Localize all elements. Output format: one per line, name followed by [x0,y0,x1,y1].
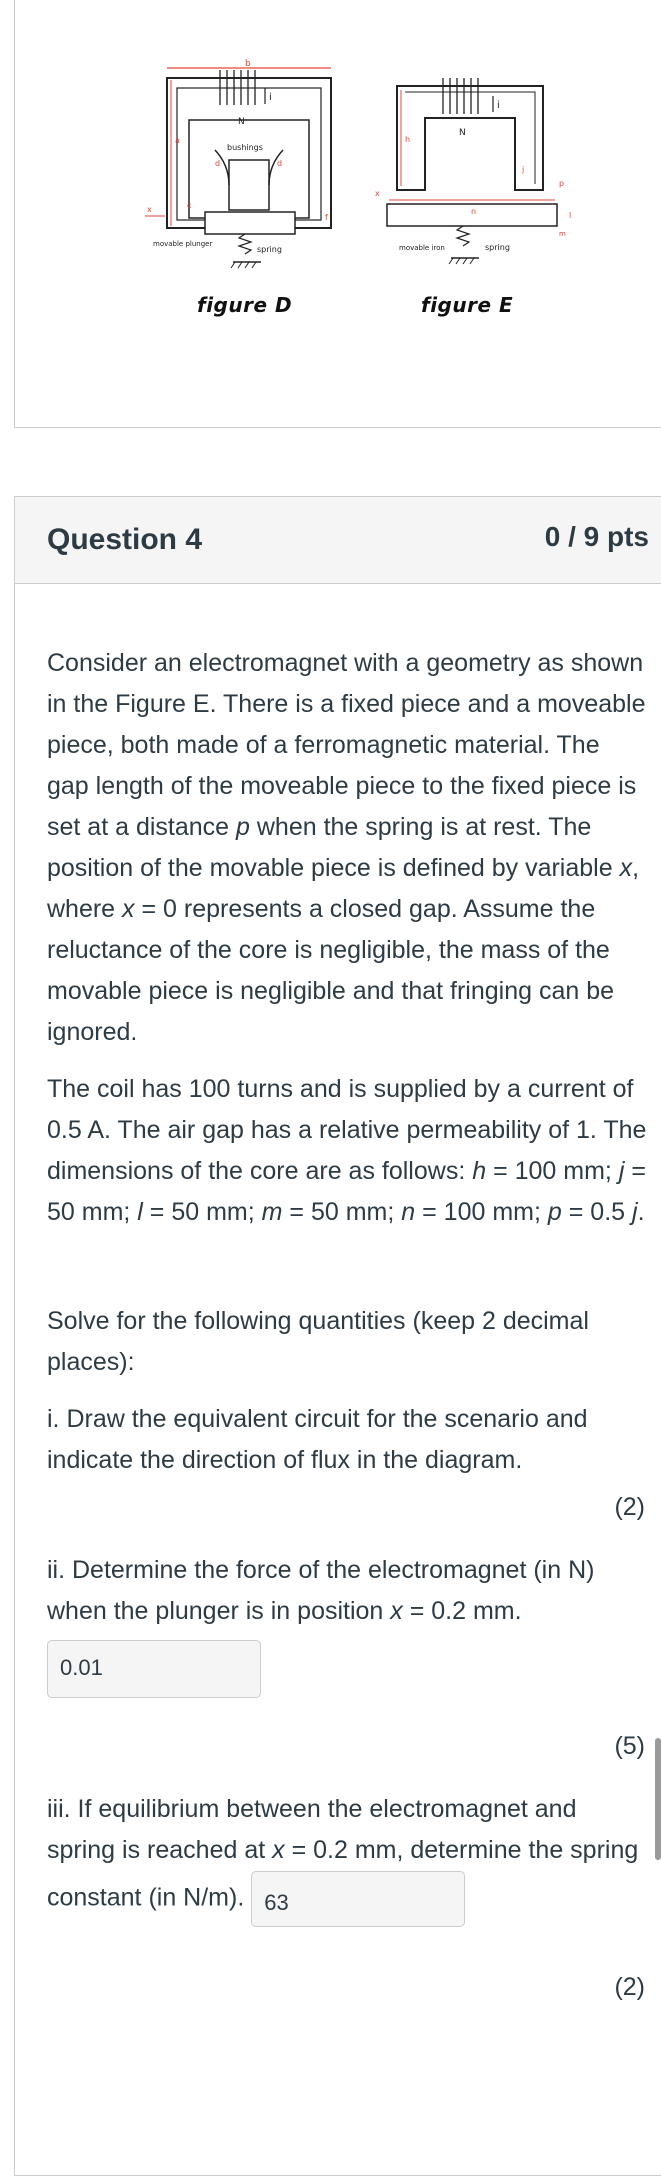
question-4-card [14,496,661,2176]
fig-e-label-l: l [569,211,572,220]
question-part-i: i. Draw the equivalent circuit for the scenario and indicate the direction of flux in the diagram. [47,1405,588,1474]
fig-e-label-p: p [559,179,565,188]
fig-d-label-b: b [245,59,251,69]
figure-e-caption: figure E [421,293,514,317]
question-paragraph-2: The coil has 100 turns and is supplied by a current of 0.5 A. The air gap has a relative permeability of 1. The dimensions of the core are as follows: h = 100 mm; j = 50 mm; l = 50 mm; m = 50 mm; n = 100 mm; p = 0.5 j. [47,1075,647,1226]
fig-d-label-d1: d [215,159,221,168]
part-iii-answer-field[interactable]: 63 [251,1871,465,1927]
part-ii-answer-field[interactable]: 0.01 [47,1640,261,1698]
fig-d-label-f: f [325,213,328,222]
fig-d-label-spring: spring [257,245,282,254]
part-iii-marks: (2) [614,1973,645,2001]
fig-e-label-N: N [459,128,466,138]
question-paragraph-1: Consider an electromagnet with a geometry as shown in the Figure E. There is a fixed piece and a moveable piece, both made of a ferromagnetic material. The gap length of the moveable piece to the fixed piece is set at a distance p when the spring is at rest. The position of the movable piece is defined by variable x, where x = 0 represents a closed gap. Assume the reluctance of the core is negligible, the mass of the movable piece is negligible and that fringing can be ignored. [47,649,646,1046]
fig-e-label-h: h [405,135,411,144]
fig-d-label-c: c [187,201,192,210]
fig-e-label-m: m [559,230,566,238]
fig-d-label-x: x [147,205,152,214]
fig-d-label-movable-plunger: movable plunger [153,240,213,248]
fig-e-label-j: j [522,165,525,174]
fig-d-label-N: N [238,117,245,127]
question-part-iii: iii. If equilibrium between the electromagnet and spring is reached at x = 0.2 mm, determine the spring constant (in N/m). 63 [47,1789,647,1927]
figure-d-drawing [145,0,375,270]
fig-e-label-i: i [497,100,500,111]
previous-question-card [14,0,661,428]
figure-d-caption: figure D [197,293,293,317]
fig-d-label-i: i [269,92,272,103]
fig-d-label-a: a [175,136,180,145]
question-title: Question 4 [47,523,203,556]
fig-e-label-n: n [471,207,477,216]
figure-d [145,0,375,317]
fig-d-label-bushings: bushings [227,143,263,152]
part-i-marks: (2) [614,1493,645,1521]
figure-e [375,0,595,317]
fig-e-label-spring: spring [485,243,510,252]
figure-e-drawing [375,0,595,270]
fig-e-label-x: x [375,189,380,198]
fig-e-label-movable-iron: movable iron [399,244,445,252]
scrollbar-thumb[interactable] [655,1738,661,1860]
part-ii-marks: (5) [614,1732,645,1760]
question-header [15,497,661,584]
question-body [47,643,647,2008]
question-part-ii: ii. Determine the force of the electromagnet (in N) when the plunger is in position x = 0.2 mm. [47,1556,595,1625]
question-points: 0 / 9 pts [544,521,649,552]
fig-d-label-d2: d [277,159,283,168]
question-paragraph-3: Solve for the following quantities (keep 2 decimal places): [47,1307,589,1376]
